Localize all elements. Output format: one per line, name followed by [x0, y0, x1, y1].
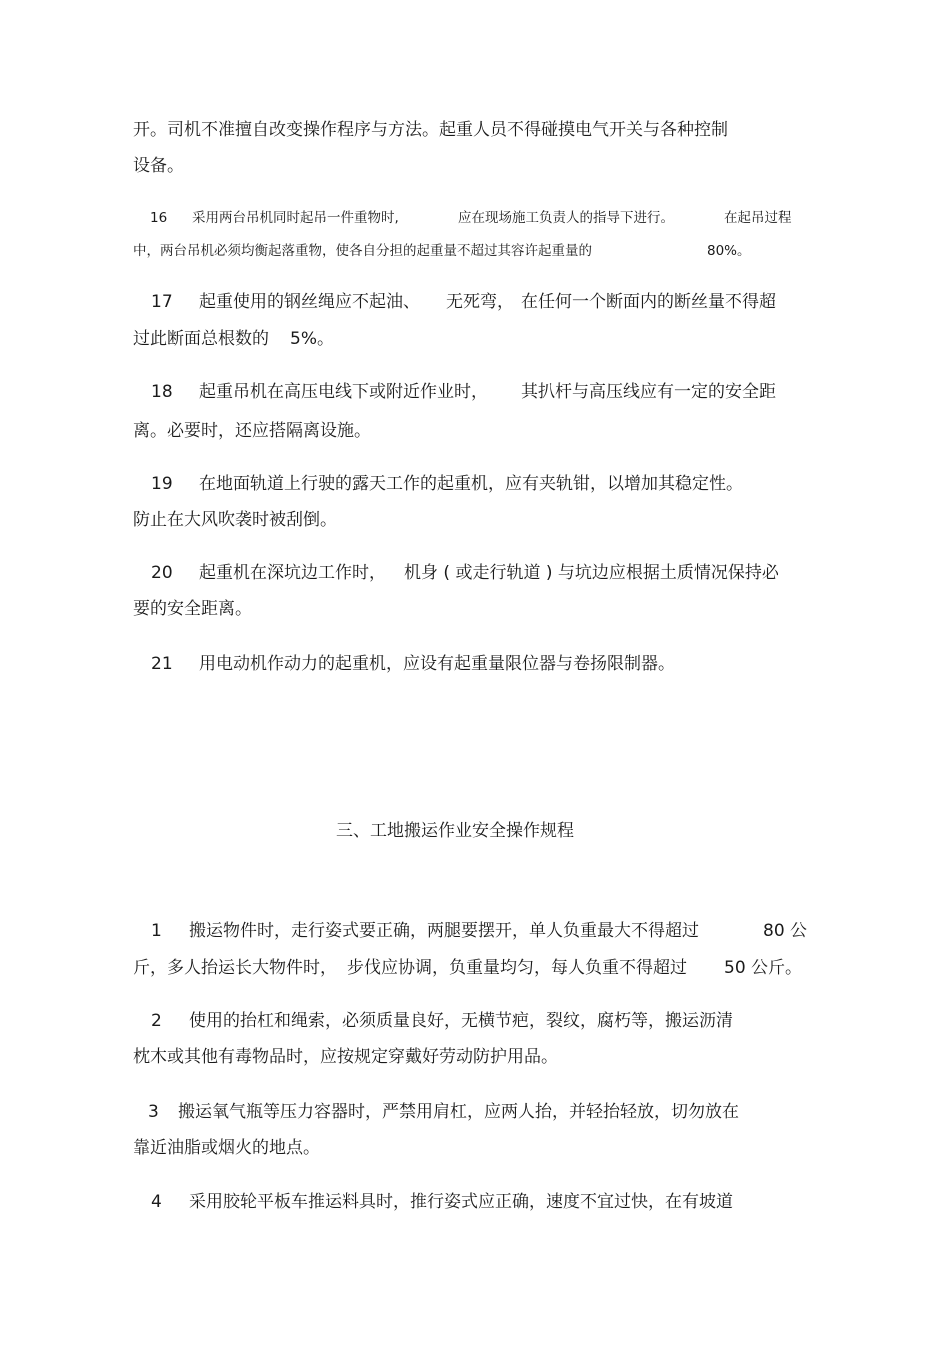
rule-number: 20	[151, 563, 173, 583]
item-text: 使用的抬杠和绳索，必须质量良好，无横节疤，裂纹，腐朽等，搬运沥清	[189, 1011, 733, 1031]
rule-19-line-2	[0, 507, 950, 533]
item-text: 靠近油脂或烟火的地点。	[133, 1138, 320, 1158]
item-text: 搬运氧气瓶等压力容器时，严禁用肩杠，应两人抬，并轻抬轻放，切勿放在	[178, 1102, 739, 1122]
paragraph-text: 设备。	[133, 156, 184, 176]
item-text: 50 公斤。	[724, 958, 803, 978]
item-text: 采用胶轮平板车推运料具时，推行姿式应正确，速度不宜过快，在有坡道	[189, 1192, 733, 1212]
item-3-line-2	[0, 1135, 950, 1161]
item-text: 搬运物件时，走行姿式要正确，两腿要摆开，单人负重最大不得超过	[189, 921, 699, 941]
rule-text: 在地面轨道上行驶的露天工作的起重机，应有夹轨钳，以增加其稳定性。	[199, 474, 743, 494]
item-number: 4	[151, 1192, 162, 1212]
rule-number: 19	[151, 474, 173, 494]
section-heading	[0, 818, 950, 844]
rule-text: 用电动机作动力的起重机，应设有起重量限位器与卷扬限制器。	[199, 654, 675, 674]
rule-percentage: 5%。	[290, 329, 334, 349]
rule-number: 18	[151, 382, 173, 402]
rule-text: 防止在大风吹袭时被刮倒。	[133, 510, 337, 530]
rule-text: 中，两台吊机必须均衡起落重物，使各自分担的起重量不超过其容许起重量的	[133, 243, 592, 259]
item-3-line-1	[0, 1099, 950, 1125]
section-title: 三、工地搬运作业安全操作规程	[336, 821, 574, 841]
rule-18-line-2	[0, 418, 950, 444]
rule-16-line-2	[0, 238, 950, 264]
rule-19-line-1	[0, 471, 950, 497]
rule-percentage: 80%。	[707, 243, 751, 259]
rule-text: 起重吊机在高压电线下或附近作业时，	[199, 382, 488, 402]
rule-21-line-1	[0, 651, 950, 677]
item-number: 3	[148, 1102, 159, 1122]
rule-17-line-1	[0, 289, 950, 315]
paragraph-line	[0, 153, 950, 179]
rule-text: 要的安全距离。	[133, 599, 252, 619]
rule-text: 起重使用的钢丝绳应不起油、	[199, 292, 420, 312]
item-text: 斤，多人抬运长大物件时，	[133, 958, 337, 978]
rule-text: 其扒杆与高压线应有一定的安全距	[521, 382, 776, 402]
rule-20-line-1	[0, 560, 950, 586]
rule-16-line-1	[0, 205, 950, 231]
rule-number: 21	[151, 654, 173, 674]
rule-text: 在任何一个断面内的断丝量不得超	[521, 292, 776, 312]
rule-number: 17	[151, 292, 173, 312]
item-number: 1	[151, 921, 162, 941]
item-1-line-1	[0, 918, 950, 944]
rule-17-line-2	[0, 326, 950, 352]
rule-text: 起重机在深坑边工作时，	[199, 563, 386, 583]
item-text: 80 公	[763, 921, 808, 941]
paragraph-text: 开。司机不准擅自改变操作程序与方法。起重人员不得碰摸电气开关与各种控制	[133, 120, 728, 140]
rule-number: 16	[150, 210, 168, 226]
item-text: 步伐应协调，负重量均匀，每人负重不得超过	[347, 958, 687, 978]
item-text: 枕木或其他有毒物品时，应按规定穿戴好劳动防护用品。	[133, 1047, 558, 1067]
rule-text: 在起吊过程	[724, 210, 792, 226]
item-number: 2	[151, 1011, 162, 1031]
item-2-line-2	[0, 1044, 950, 1070]
rule-text: 无死弯，	[446, 292, 514, 312]
rule-text: 应在现场施工负责人的指导下进行。	[458, 210, 674, 226]
rule-text: 离。必要时，还应搭隔离设施。	[133, 421, 371, 441]
rule-18-line-1	[0, 379, 950, 405]
item-1-line-2	[0, 955, 950, 981]
rule-20-line-2	[0, 596, 950, 622]
item-2-line-1	[0, 1008, 950, 1034]
paragraph-line	[0, 117, 950, 143]
rule-text: 机身 ( 或走行轨道 ) 与坑边应根据土质情况保持必	[404, 563, 779, 583]
item-4-line-1	[0, 1189, 950, 1215]
rule-text: 采用两台吊机同时起吊一件重物时,	[192, 210, 399, 226]
rule-text: 过此断面总根数的	[133, 329, 269, 349]
